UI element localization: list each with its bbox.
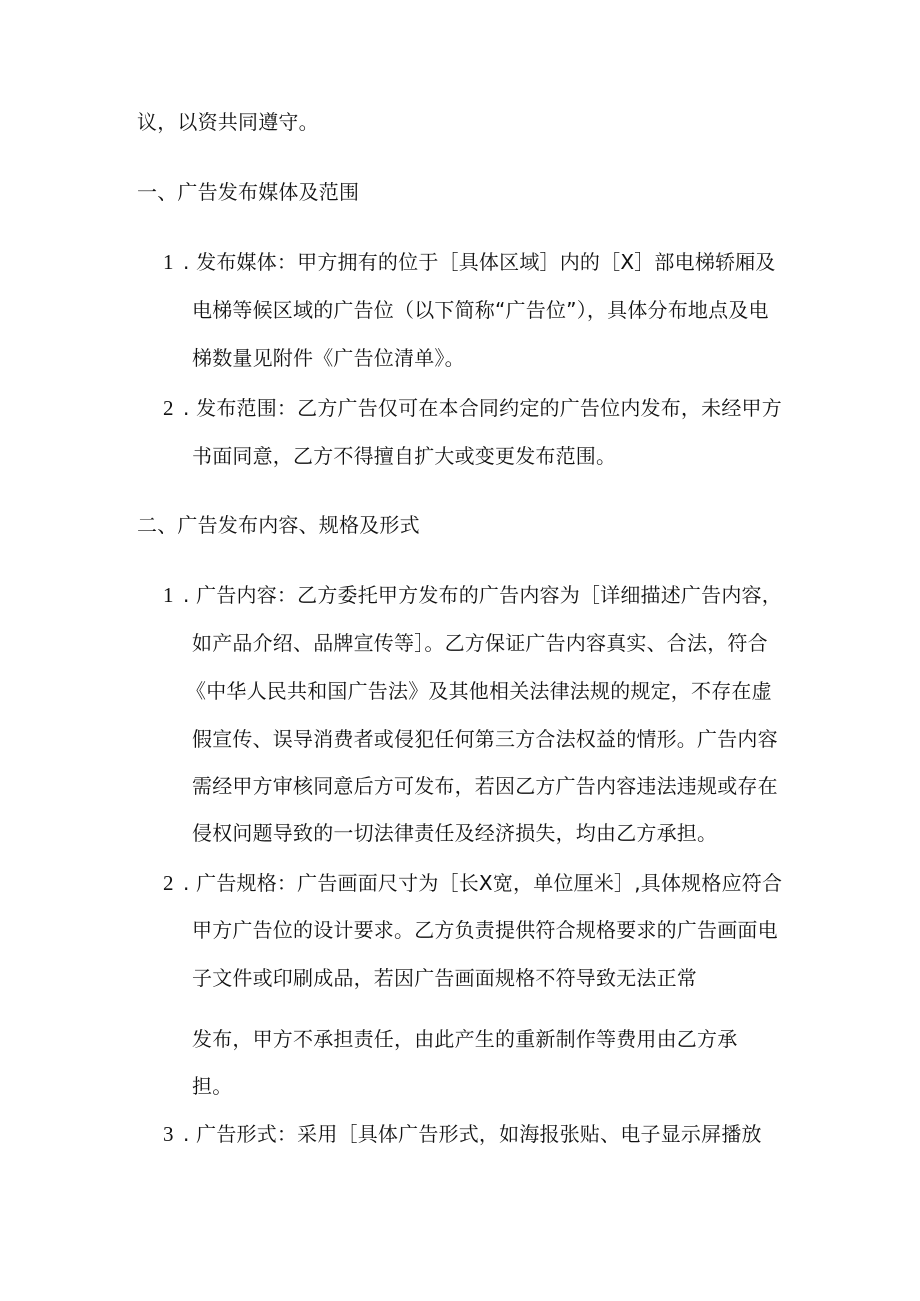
- section-1-item-2-number: 2: [163, 396, 174, 420]
- section-2-item-2-line-3: 子文件或印刷成品，若因广告画面规格不符导致无法正常: [192, 966, 697, 990]
- section-1-item-1-line-1: . 发布媒体：甲方拥有的位于［具体区域］内的［X］部电梯轿厢及: [183, 250, 776, 274]
- section-2-item-2-line-5: 担。: [192, 1074, 233, 1098]
- section-1-item-1-line-3: 梯数量见附件《广告位清单》。: [192, 346, 465, 370]
- section-1-item-2-line-2: 书面同意，乙方不得擅自扩大或变更发布范围。: [192, 444, 617, 468]
- section-1-item-2-line-1: . 发布范围：乙方广告仅可在本合同约定的广告位内发布，未经甲方: [183, 396, 782, 420]
- section-2-item-2-line-4: 发布，甲方不承担责任，由此产生的重新制作等费用由乙方承: [192, 1027, 738, 1051]
- section-2-item-1-line-5: 需经甲方审核同意后方可发布，若因乙方广告内容违法违规或存在: [192, 774, 778, 798]
- section-2-item-1-line-1: . 广告内容：乙方委托甲方发布的广告内容为［详细描述广告内容，: [183, 583, 782, 607]
- section-2-item-1-number: 1: [163, 583, 174, 607]
- section-2-item-1-line-3: 《中华人民共和国广告法》及其他相关法律法规的规定，不存在虚: [186, 679, 772, 703]
- section-2-item-3-number: 3: [163, 1122, 174, 1146]
- section-2-item-2-number: 2: [163, 871, 174, 895]
- section-2-heading: 二、广告发布内容、规格及形式: [137, 513, 420, 537]
- intro-tail-text: 议，以资共同遵守。: [137, 110, 319, 134]
- section-2-item-2-line-1: . 广告规格：广告画面尺寸为［长X宽，单位厘米］,具体规格应符合: [183, 871, 783, 895]
- section-2-item-1-line-4: 假宣传、误导消费者或侵犯任何第三方合法权益的情形。广告内容: [192, 727, 778, 751]
- section-2-item-2-line-2: 甲方广告位的设计要求。乙方负责提供符合规格要求的广告画面电: [192, 918, 778, 942]
- section-2-item-3-line-1: . 广告形式：采用［具体广告形式，如海报张贴、电子显示屏播放: [183, 1122, 762, 1146]
- section-1-heading: 一、广告发布媒体及范围: [137, 180, 360, 204]
- section-2-item-1-line-2: 如产品介绍、品牌宣传等］。乙方保证广告内容真实、合法，符合: [192, 631, 768, 655]
- section-1-item-1-line-2: 电梯等候区域的广告位（以下简称“广告位”），具体分布地点及电: [192, 298, 769, 322]
- section-2-item-1-line-6: 侵权问题导致的一切法律责任及经济损失，均由乙方承担。: [192, 821, 718, 845]
- section-1-item-1-number: 1: [163, 250, 174, 274]
